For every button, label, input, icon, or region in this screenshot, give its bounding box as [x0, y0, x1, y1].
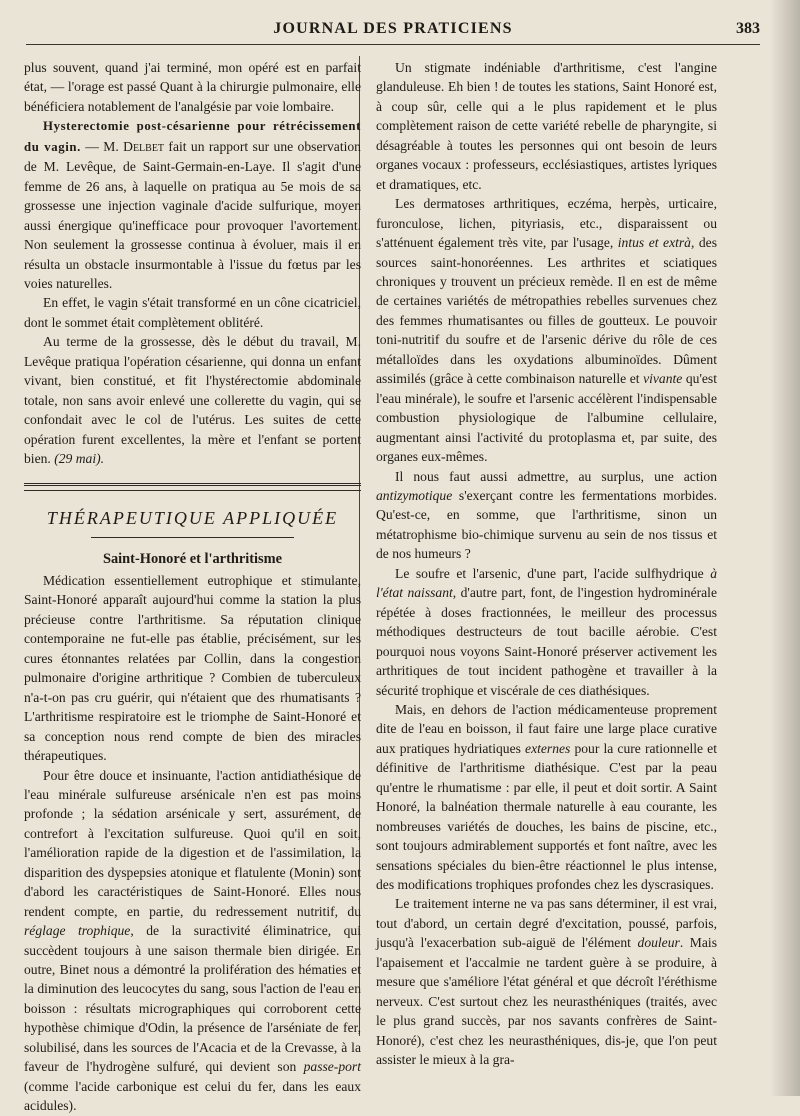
emphasis: passe-port — [303, 1059, 361, 1075]
emphasis: vivante — [643, 371, 683, 387]
paragraph — [376, 700, 717, 895]
text-fragment: , d'autre part, font, de l'ingestion hydrominérale répétée à doses fractionnées, le meilleur des processus méthodiques destructeurs de tout bacille aérobie. C'est pourquoi nous voyons Saint-Honoré préserver activement les arthritiques de tout incident pathogène et travailler à la sécurité trophique et viscérale de ces diathésiques. — [376, 585, 717, 698]
left-column — [24, 58, 361, 1116]
section-title: THÉRAPEUTIQUE APPLIQUÉE — [46, 507, 339, 528]
text-fragment: qu'est l'eau minérale), le soufre et l'arsenic accélèrent l'indispensable combustion physiologique de l'albumine cellulaire, augmentant ainsi l'activité du protoplasma et, par suite, des organes eux-mêmes. — [376, 371, 717, 465]
paragraph — [376, 467, 717, 564]
section-underline — [91, 537, 293, 538]
runin-heading: Hysterectomie post-césarienne pour rétrécissement du vagin. — [24, 119, 361, 154]
text-fragment: , des sources saint-honoréennes. Les arthrites et sciatiques chroniques y trouvent un précieux remède. Il en est de même de certaines variétés de métropathies rebelles survenues chez des femmes rhumatisantes ou filles de goutteux. Le pouvoir toni-nutritif du soufre et de l'arsenic dérive du rôle de ces métalloïdes dans les oxydations albuminoïdes. Dûment assimilés (grâce à cette combinaison naturelle et — [376, 235, 717, 387]
text-fragment: Mais, en dehors de l'action médicamenteuse proprement dite de l'eau en boisson, il faut faire une large place curative aux pratiques hydriatiques — [376, 701, 717, 756]
emphasis: externes — [525, 740, 571, 756]
emphasis: intus et extrà — [617, 235, 691, 251]
paragraph-hysterectomie — [24, 116, 361, 293]
text-fragment: (comme l'acide carbonique est celui du fer, dans les eaux acidules). — [24, 1078, 361, 1114]
text-fragment: — M. — [80, 138, 124, 154]
text-fragment: Pour être douce et insinuante, l'action antidiathésique de l'eau minérale sulfureuse arsénicale n'en est pas moins profonde ; la sédation arsénicale y sert, assurément, de contrefort à l'excitation sulfureuse. Quoi qu'il en soit, l'amélioration rapide de la digestion et de l'assimilation, la disparition des dyspepsies atonique et flatulente (Monin) sont d'abord les caractéristiques de Saint-Honoré. Elles nous rendent compte, en partie, du redressement nutritif, du — [24, 767, 361, 919]
paragraph — [376, 564, 717, 700]
date-note: (29 mai). — [54, 451, 105, 467]
text-fragment: Le traitement interne ne va pas sans déterminer, il est vrai, tout d'abord, un certain degré d'excitation, poussé, parfois, jusqu'à l'exacerbation sub-aiguë de l'élément — [376, 896, 717, 951]
emphasis: à l'état naissant — [376, 565, 717, 601]
right-column — [376, 58, 717, 1070]
paragraph — [376, 194, 717, 466]
text-fragment: . Mais l'apaisement et l'accalmie ne tardent guère à se produire, à mesure que s'améliore l'état général et que décroît l'éréthisme nerveux. C'est surtout chez les neurasthéniques (traités, avec le plus grand succès, par nos savants confrères de Saint-Honoré), c'est chez les neurasthéniques, dis-je, que l'on peut assister le mieux à la gra- — [376, 935, 717, 1068]
text-fragment: , de la suractivité éliminatrice, qui succèdent toujours à une saison thermale bien dirigée. En outre, Binet nous a démontré la prolifération des hématies et la diminution des leucocytes du sang, sous l'action de l'eau en boisson : résultats micrographiques qui corroborent cette hypothèse chimique d'Odin, la présence de l'arséniate de fer, solubilisé, dans les sources de l'Acacia et de la Crevasse, à la faveur de l'hydrogène sulfuré, qui devient son — [24, 923, 361, 1075]
text-fragment: s'exerçant contre les fermentations morbides. Qu'est-ce, en somme, que l'arthritisme, sinon un métatrophisme bio-chimique survenu au sein de nos tissus et de nos humeurs ? — [376, 487, 717, 562]
author-name: Delbet — [123, 138, 165, 154]
paragraph: plus souvent, quand j'ai terminé, mon opéré est en parfait état, — l'orage est passé Quant à la chirurgie pulmonaire, elle bénéficiera notablement de l'analgésie par voie lombaire. — [24, 60, 361, 114]
emphasis: antizymotique — [376, 487, 453, 503]
emphasis: réglage trophique — [24, 923, 131, 939]
section-rule — [24, 483, 361, 491]
article-title: Saint-Honoré et l'arthritisme — [102, 550, 283, 567]
emphasis: douleur — [637, 935, 680, 951]
page-edge-shadow — [770, 0, 800, 1096]
text-fragment: fait un rapport sur une observation de M. Levêque, de Saint-Germain-en-Laye. Il s'agit d'une femme de 26 ans, à laquelle on pratiqua au 5e mois de sa grossesse une injection vaginale d'acide sulfurique, moyen aussi énergique qu'inefficace pour provoquer l'avortement. Non seulement la grossesse continua à évoluer, mais il en résulta un obstacle insurmontable à l'issue du fœtus par les voies naturelles. — [24, 138, 361, 291]
paragraph — [376, 894, 717, 1069]
paragraph: En effet, le vagin s'était transformé en un cône cicatriciel, dont le sommet était complètement oblitéré. — [24, 295, 361, 330]
running-header — [26, 18, 760, 45]
text-fragment: Au terme de la grossesse, dès le début du travail, M. Levêque pratiqua l'opération césarienne, qui donna un enfant vivant, bien constitué, et fit l'hystérectomie abdominale totale, non sans avoir enlevé une collerette du vagin, qui se confondait avec le col de l'utérus. Les suites de cette opération furent excellentes, la mère et l'enfant se portent bien. — [24, 334, 361, 467]
text-fragment: pour la cure rationnelle et définitive de l'arthritisme diathésique. C'est par la peau qu'entre le rhumatisme : par elle, il peut et doit sortir. A Saint Honoré, la balnéation thermale naturelle à eau courante, les nombreuses variétés de douches, les bains de piscine, etc., sont toujours admirablement supportés et font naître, avec les sensations spéciales du bien-être réactionnel le plus intense, des modifications trophiques profondes chez les dyscrasiques. — [376, 740, 717, 893]
text-fragment: Les dermatoses arthritiques, eczéma, herpès, urticaire, furonculose, lichen, pityriasis, etc., disparaissent ou s'atténuent également très vite, par l'usage, — [376, 196, 717, 251]
paragraph: Un stigmate indéniable d'arthritisme, c'est l'angine glanduleuse. Eh bien ! de toutes les stations, Saint Honoré est, à coup sûr, celle qui a le plus rapidement et le plus complètement raison de cette variété rebelle de pharyngite, si désagréable à toutes les personnes qui ont besoin de leurs organes vocaux : professeurs, ecclésiastiques, artistes lyriques et dramatiques, etc. — [376, 60, 717, 192]
paragraph: Médication essentiellement eutrophique et stimulante, Saint-Honoré apparaît aujourd'hui comme la station la plus précieuse contre l'arthritisme. Sa réputation clinique contemporaine ne fut-elle pas établie, précisément, sur les cures étonnantes relatées par Collin, dans la congestion pulmonaire d'origine arthritique ? Combien de tuberculeux n'a-t-on pas cru guérir, qui n'étaient que des rhumatisants ? L'arthritisme respiratoire est le triomphe de Saint-Honoré et sa conception nous rend compte de bien des miracles thérapeutiques. — [24, 572, 361, 764]
text-fragment: Il nous faut aussi admettre, au surplus, une action — [395, 468, 717, 484]
text-fragment: Le soufre et l'arsenic, d'une part, l'acide sulfhydrique — [395, 565, 711, 581]
page-number: 383 — [736, 20, 760, 37]
paragraph — [24, 766, 361, 1116]
paragraph — [24, 332, 361, 468]
journal-title: JOURNAL DES PRATICIENS — [273, 20, 513, 37]
